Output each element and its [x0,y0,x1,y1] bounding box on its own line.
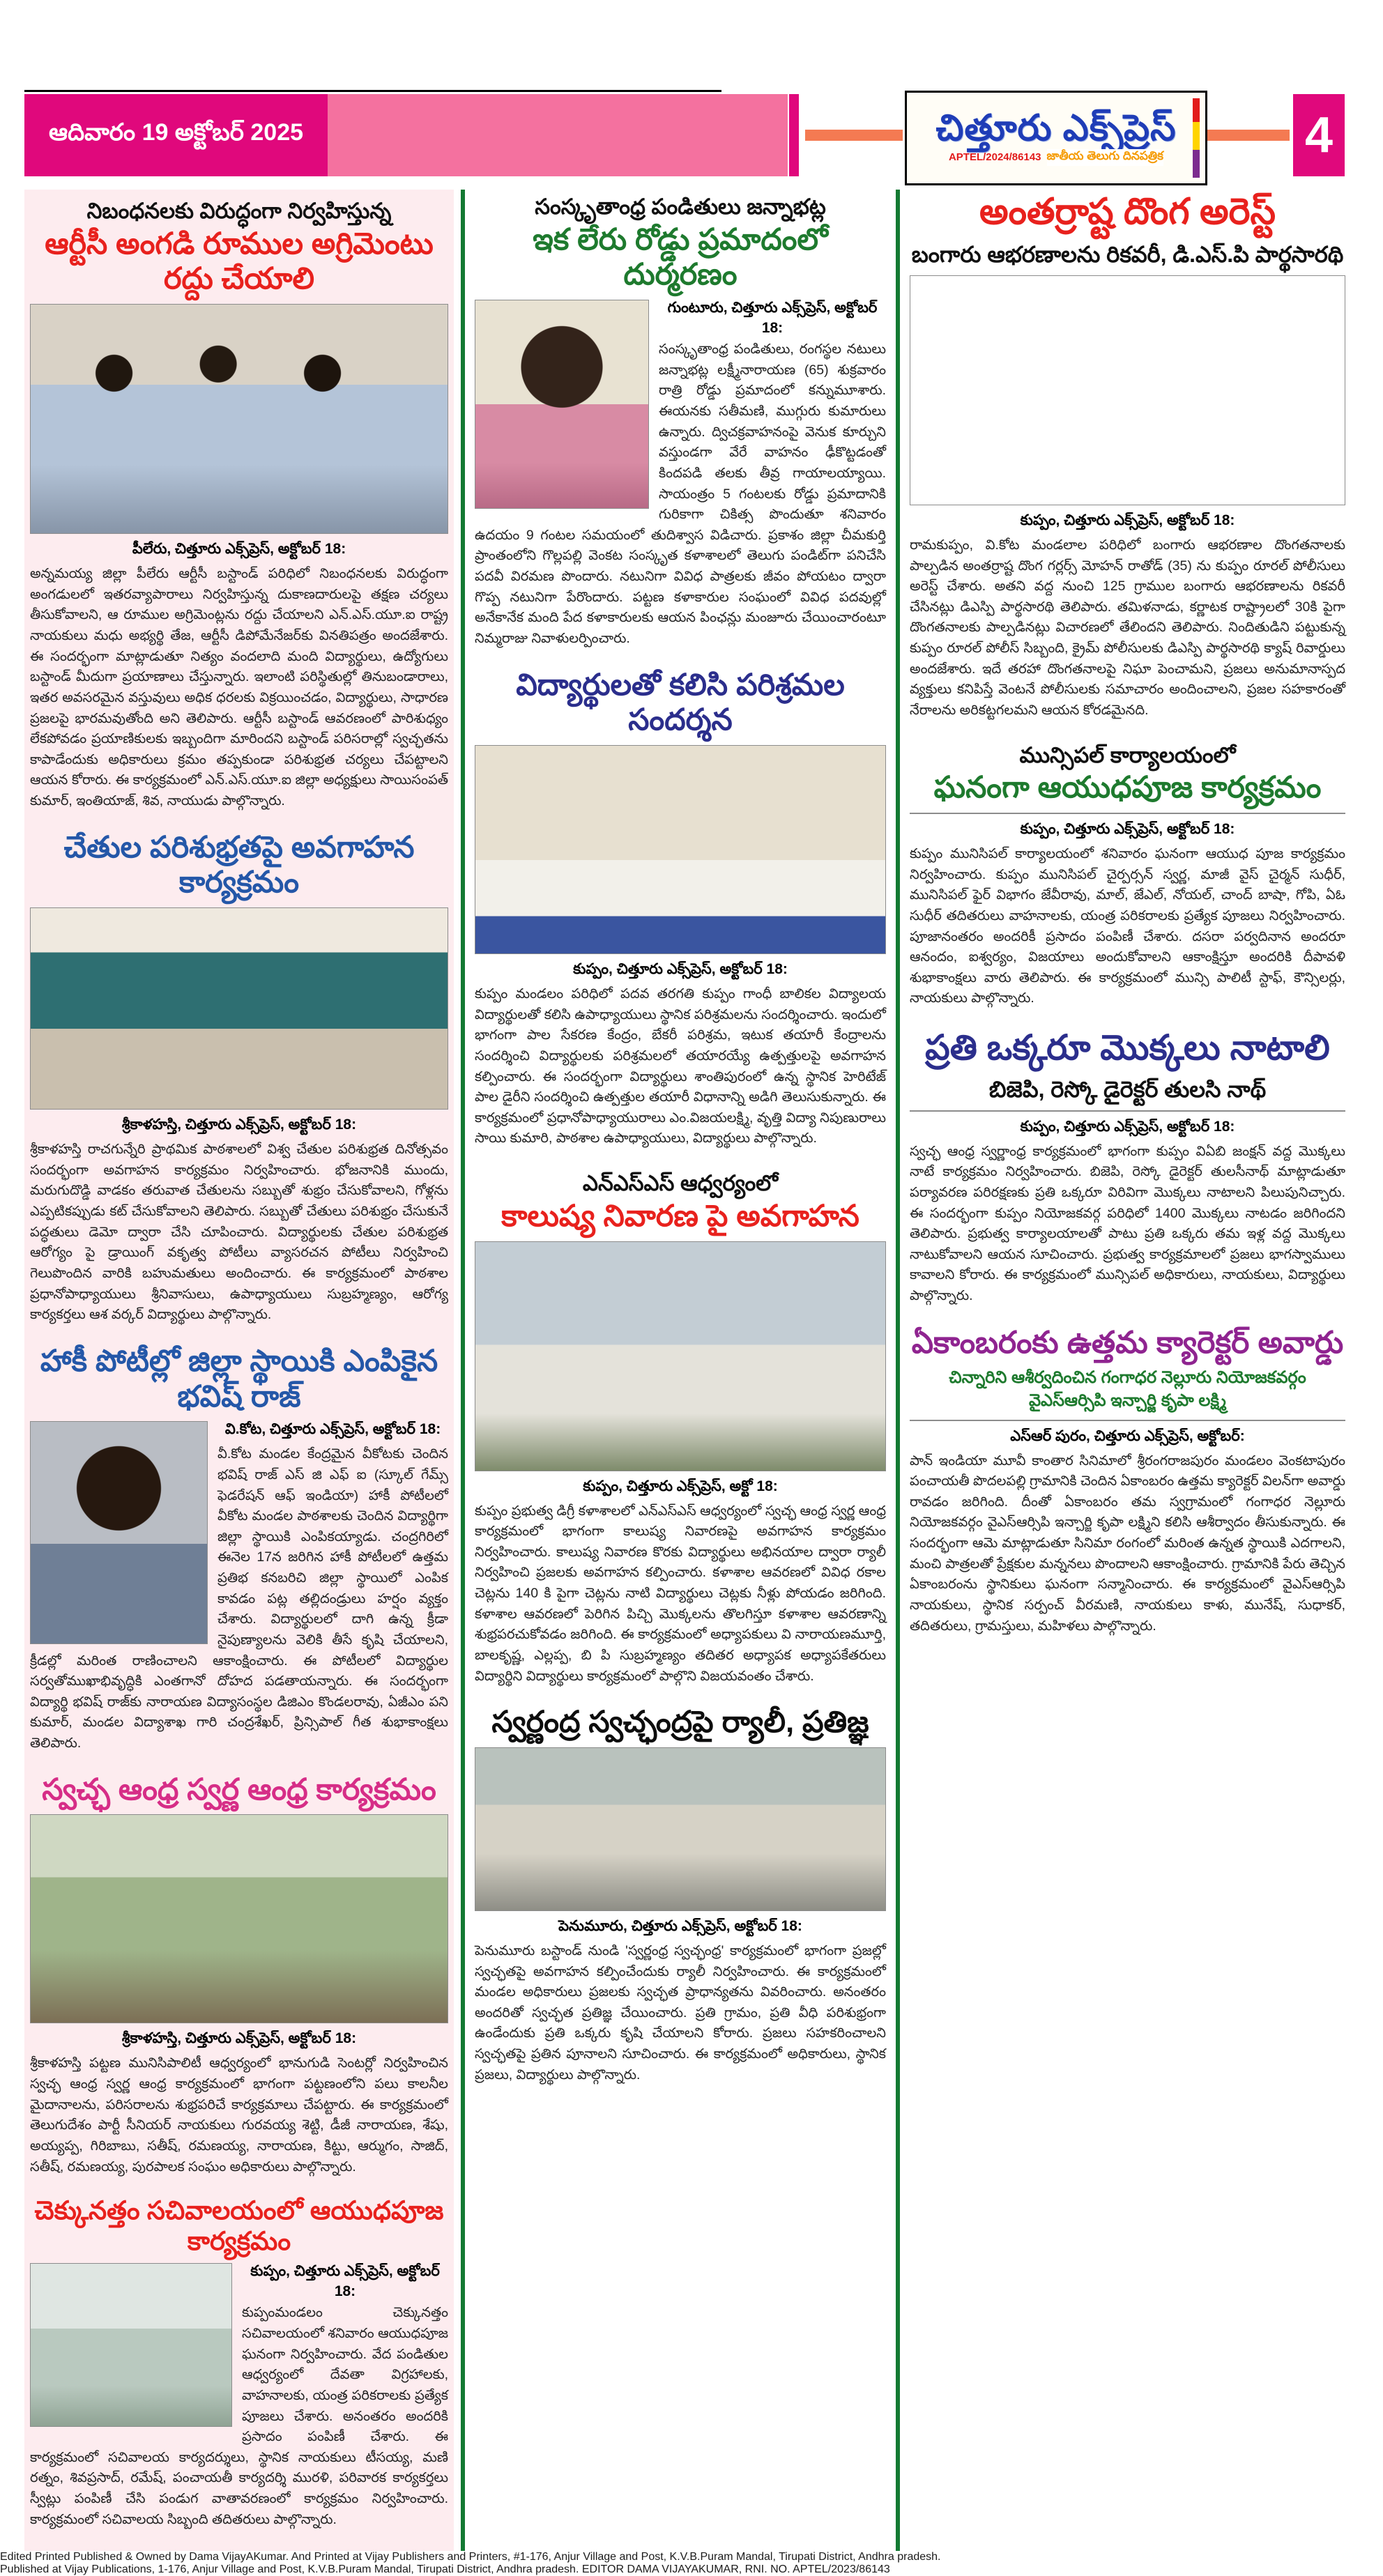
article-dateline: గుంటూరు, చిత్తూరు ఎక్స్‌ప్రెస్, అక్టోబర్ 18: [667,300,878,337]
masthead-color-stripes [1193,98,1200,178]
article-dateline: కుప్పం, చిత్తూరు ఎక్స్‌ప్రెస్, అక్టో 18: [583,1478,778,1494]
photo-rtc-protest [30,304,448,534]
article-headline: స్వర్ణంద్ర స్వచ్ఛంద్రపై ర్యాలీ, ప్రతిజ్ఞ [491,1705,869,1740]
article-body: స్వచ్ఛ ఆంధ్ర స్వర్ణాంధ్ర కార్యక్రమంలో భాగంగా కుప్పం విఏబి జంక్షన్ వద్ద మొక్కలు నాటే కార్యక్రమం నిర్వహించారు. బిజెపి, రెస్కో డైరెక్టర్ తులసీనాథ్ మాట్లాడుతూ పర్యావరణ పరిరక్షణకు ప్రతి ఒక్కరూ విరివిగా మొక్కలు నాటాలని పిలుపునిచ్చారు. ఈ సందర్భంగా కుప్పం నియోజకవర్గ పరిధిలో 1400 మొక్కలు నాటడం జరిగిందని తెలిపారు. ప్రభుత్వ కార్యాలయాలతో పాటు ప్రతి ఒక్కరు తమ ఇళ్ల వద్ద మొక్కలు నాటుకోవాలని ఆయన సూచించారు. ప్రభుత్వ కార్యక్రమాలలో ప్రజలు భాగస్వాములు కావాలని కోరారు. ఈ కార్యక్రమంలో మున్సిపల్ అధికారులు, నాయకులు, విద్యార్థులు పాల్గొన్నారు. [910,1143,1345,1304]
article-subhead: బిజెపి, రెస్కో డైరెక్టర్ తులసి నాథ్ [988,1077,1267,1103]
article-dateline: కుప్పం, చిత్తూరు ఎక్స్‌ప్రెస్, అక్టోబర్ 18: [1020,512,1235,528]
article-headline: హాకీ పోటీల్లో జిల్లా స్థాయికి ఎంపికైన భవిష్ రాజ్ [40,1344,438,1413]
photo-jannabhatla-portrait [475,300,649,509]
column-divider-left [461,190,465,2551]
article-dateline: కుప్పం, చిత్తూరు ఎక్స్‌ప్రెస్, అక్టోబర్ 18: [573,961,788,978]
article-body: పాన్ ఇండియా మూవీ కాంతార సినిమాలో శ్రీరంగరాజపురం మండలం వెంకటాపురం పంచాయతీ పొదలపల్లి గ్రామానికి చెందిన ఏకాంబరం ఉత్తమ క్యారెక్టర్ విలన్‌గా అవార్డు రావడం జరిగింది. దీంతో ఏకాంబరం తమ స్వగ్రామంలో గంగాధర నెల్లూరు నియోజకవర్గం వైఎస్ఆర్సిపి ఇన్చార్జి కృపా లక్ష్మిని కలిసి ఆశీర్వాదం తీసుకున్నారు. ఈ సందర్భంగా ఆమె మాట్లాడుతూ సినిమా రంగంలో మరింత ఉన్నత స్థాయికి ఎదగాలని, మంచి పాత్రలతో ప్రేక్షకుల మన్ననలు పొందాలని ఆకాంక్షించారు. గ్రామానికి పేరు తెచ్చిన ఏకాంబరంను స్థానికులు ఘనంగా సన్మానించారు. ఈ కార్యక్రమంలో వైఎస్ఆర్సిపి నాయకులు, స్థానిక సర్పంచ్ వీరమణి, నాయకులు కాళు, మునేష్, సుధాకర్, తదితరులు, గ్రామస్తులు, మహిళలు పాల్గొన్నారు. [910,1452,1345,1634]
article-jannabhatla-demise [475,190,886,654]
article-dateline: కుప్పం, చిత్తూరు ఎక్స్‌ప్రెస్, అక్టోబర్ 18: [1020,821,1235,838]
article-ayudha-pooja-sachivalayam [30,2194,448,2534]
article-hockey-bhavish [30,1342,448,1758]
page-header [0,0,1383,190]
article-municipal-ayudha-pooja [910,738,1345,1013]
article-swachh-andhra [30,1771,448,2182]
column-divider-right [896,190,900,2551]
article-ekambaram-award [910,1324,1345,1641]
photo-degree-college [475,1241,886,1471]
article-dateline: శ్రీకాళహస్తి, చిత్తూరు ఎక్స్‌ప్రెస్, అక్టోబర్ 18: [121,1117,357,1133]
content-columns [24,190,1363,2551]
article-body: సంస్కృతాంధ్ర పండితులు, రంగస్థల నటులు జన్నాభట్ల లక్ష్మీనారాయణ (65) శుక్రవారం రాత్రి రోడ్డు ప్రమాదంలో కన్నుమూశారు. ఈయనకు సతీమణి, ముగ్గురు కుమారులు ఉన్నారు. ద్విచక్రవాహనంపై వెనుక కూర్చుని వస్తుండగా వేరే వాహనం ఢీకొట్టడంతో కిందపడి తలకు తీవ్ర గాయాలయ్యాయి. సాయంత్రం 5 గంటలకు రోడ్డు ప్రమాదానికి గురికాగా చికిత్స పొందుతూ శనివారం ఉదయం 9 గంటల సమయంలో తుదిశ్వాస విడిచారు. ప్రకాశం జిల్లా చీమకుర్తి ప్రాంతంలోని గొల్లపల్లి వెంకట సంస్కృత కళాశాలలో తెలుగు పండిట్‌గా పనిచేసి పదవీ విరమణ పొందారు. నటునిగా వివిధ పాత్రలకు జీవం పోయటం ద్వారా గొప్ప నటునిగా పేరొందారు. పట్టణ కళాకారుల సంఘంలో వివిధ పదవుల్లో అనేకానేక మంది పేద కళాకారులకు ఆయన పింఛన్లు మంజూరు చేయించారంటూ నిమ్మరాజు నివాళులర్పించారు. [475,342,886,646]
article-kicker: సంస్కృతాంధ్ర పండితులు జన్నాభట్ల [535,194,826,219]
photo-bhavish-raj-portrait [30,1421,208,1644]
article-headline: అంతర్రాష్ట దొంగ అరెస్ట్ [979,192,1276,232]
article-headline: చేతుల పరిశుభ్రతపై అవగాహన కార్యక్రమం [63,830,415,900]
article-dateline: పీలేరు, చిత్తూరు ఎక్స్‌ప్రెస్, అక్టోబర్ 18: [132,541,346,558]
article-dateline: పెనుమూరు, చిత్తూరు ఎక్స్‌ప్రెస్, అక్టోబర్ 18: [558,1917,802,1934]
masthead [905,91,1207,185]
article-kicker: ఎన్ఎస్ఎస్ ఆధ్వర్యంలో [582,1171,779,1196]
article-rally-pledge [475,1703,886,2090]
photo-handwash-awareness [30,907,448,1110]
page-number: 4 [1304,107,1334,163]
article-headline: స్వచ్ఛ ఆంధ్ర స్వర్ణ ఆంధ్ర కార్యక్రమం [42,1772,436,1807]
article-interstate-thief-arrest [910,190,1345,726]
article-headline: చెక్కునత్తం సచివాలయంలో ఆయుధపూజ కార్యక్రమం [34,2196,444,2255]
article-body: పెనుమూరు బస్టాండ్ నుండి 'స్వర్ణంధ్ర స్వచ్ఛంధ్ర' కార్యక్రమంలో భాగంగా ప్రజల్లో స్వచ్ఛతపై అవగాహన కల్పించేందుకు ర్యాలీ నిర్వహించారు. ఈ కార్యక్రమంలో మండల అధికారులు ప్రజలకు స్వచ్ఛత ప్రాధాన్యతను వివరించారు. అనంతరం అందరితో స్వచ్ఛత ప్రతిజ్ఞ చేయించారు. ప్రతి గ్రామం, ప్రతి వీధి పరిశుభ్రంగా ఉండేందుకు ప్రతి ఒక్కరు కృషి చేయాలని కోరారు. ప్రజలు సహకరించాలని స్వచ్ఛతపై ప్రతిన పూనాలని సూచించారు. ఈ కార్యక్రమంలో అధికారులు, స్థానిక ప్రజలు, విద్యార్థులు పాల్గొన్నారు. [475,1942,886,2083]
photo-industry-visit [475,745,886,954]
photo-sapling-plantation [910,1110,1345,1112]
article-subhead: చిన్నారిని ఆశీర్వదించిన గంగాధర నెల్లూరు నియోజకవర్గం వైఎస్ఆర్సిపి ఇన్చార్జి కృపా లక్ష్మి [949,1367,1306,1410]
article-kicker: మున్సిపల్ కార్యాలయంలో [1019,742,1236,767]
article-headline: ప్రతి ఒక్కరూ మొక్కలు నాటాలి [925,1028,1330,1068]
article-headline: ఆర్టీసీ అంగడి రూముల అగ్రిమెంటు రద్దు చేయాలి [45,227,434,296]
article-body: శ్రీకాళహస్తి పట్టణ మునిసిపాలిటీ ఆధ్వర్యంలో భానుగుడి సెంటర్లో నిర్వహించిన స్వచ్ఛ ఆంధ్ర స్వర్ణ ఆంధ్ర కార్యక్రమంలో భాగంగా పట్టణంలోని పలు కాలనీల మైదానాలను, పరిసరాలను శుభ్రపరిచే కార్యక్రమాలు చేపట్టారు. ఈ కార్యక్రమంలో తెలుగుదేశం పార్టీ సీనియర్ నాయకులు గురవయ్య శెట్టి, డీజీ నారాయణ, శేషు, అయ్యప్ప, గిరిబాబు, సతీష్, రమణయ్య, నారాయణ, కిట్టు, ఆర్ముగం, సాజిద్, సతీష్, రమణయ్య, పురపాలక సంఘం అధికారులు పాల్గొన్నారు. [30,2055,448,2175]
article-headline: ఘనంగా ఆయుధపూజ కార్యక్రమం [933,771,1322,805]
page-number-box [1293,94,1345,176]
masthead-registration: APTEL/2024/86143 [948,151,1041,164]
photo-street-rally [475,1747,886,1911]
issue-date: ఆదివారం 19 అక్టోబర్ 2025 [48,118,304,146]
article-body: అన్నమయ్య జిల్లా పీలేరు ఆర్టీసీ బస్టాండ్ పరిధిలో నిబంధనలకు విరుద్ధంగా అంగడులలో ఇతరవ్యాపారాలు నిర్వహిస్తున్న దుకాణదారులపై తక్షణ చర్యలు తీసుకోవాలని, ఆ రూముల అగ్రిమెంట్లను రద్దు చేయాలని ఎన్.ఎస్.యూ.ఐ రాష్ట్ర నాయకులు మధు అభ్యర్థి తేజ, ఆర్టీసీ డిపోమేనేజర్‌కు వినతిపత్రం అందజేశారు. ఈ సందర్భంగా మాట్లాడుతూ నిత్యం వందలాది మంది విద్యార్థులు, ఉద్యోగులు బస్టాండ్ మీదుగా ప్రయాణాలు చేస్తున్నారు. ఇలాంటి పరిస్థితుల్లో తినుబండారాలు, ఇతర అవసరమైన వస్తువులు అధిక ధరలకు విక్రయించడం, విద్యార్థులు, సాధారణ ప్రజలపై భారమవుతోంది అని తెలిపారు. ఆర్టీసీ బస్టాండ్ ఆవరణంలో పారిశుధ్యం లేకపోవడం ప్రయాణికులకు ఇబ్బందిగా మారిందని బస్టాండ్ పరిసరాల్లో స్వచ్ఛతను కాపాడేందుకు అధికారులు క్రమం తప్పకుండా పరిశుభ్రత చర్యలు చేపట్టాలని ఆయన కోరారు. ఈ కార్యక్రమంలో ఎన్.ఎస్.యూ.ఐ జిల్లా అధ్యక్షులు సాయిసంపత్ కుమార్, ఇంతియాజ్, శివ, నాయుడు పాల్గొన్నారు. [30,566,448,809]
article-dateline: కుప్పం, చిత్తూరు ఎక్స్‌ప్రెస్, అక్టోబర్ 18: [1020,1118,1235,1135]
article-body: కుప్పం మునిసిపల్ కార్యాలయంలో శనివారం ఘనంగా ఆయుధ పూజ కార్యక్రమం నిర్వహించారు. కుప్పం మునిసిపల్ చైర్పర్సన్ స్వర్ణ, మాజీ వైస్ చైర్మన్ సుధీర్, మునిసిపల్ ఫైర్ విభాగం జేవీరావు, మాల్, జేఎల్, నోయల్, చాంద్ బాషా, గోపి, ఏఓ సుధీర్ తదితరులు వాహనాలకు, యంత్ర పరికరాలకు ప్రత్యేక పూజలు నిర్వహించారు. పూజానంతరం అందరికీ ప్రసాదం పంపిణీ చేశారు. దసరా పర్వదినాన అందరూ ఆనందం, ఐశ్వర్యం, విజయాలు అందుకోవాలని ఆకాంక్షిస్తూ అందరికి దీపావళి శుభాకాంక్షలు వారు తెలిపారు. ఈ కార్యక్రమంలో మున్సి పాలిటీ స్టాఫ్, కౌన్సిలర్లు, నాయకులు పాల్గొన్నారు. [910,846,1345,1006]
header-pink-band [328,94,788,176]
photo-sachivalayam-pooja [30,2263,232,2427]
article-pollution-awareness [475,1166,886,1691]
photo-swachh-programme [30,1814,448,2023]
article-body: కుప్పంమండలం చెక్కునత్తం సచివాలయంలో శనివారం ఆయుధపూజ ఘనంగా నిర్వహించారు. వేద పండితుల ఆధ్వర్యంలో దేవతా విగ్రహాలకు, వాహనాలకు, యంత్ర పరికరాలకు ప్రత్యేక పూజలు చేశారు. అనంతరం అందరికి ప్రసాదం పంపిణీ చేశారు. ఈ కార్యక్రమంలో సచివాలయ కార్యదర్శులు, స్థానిక నాయకులు టీసయ్య, మణి రత్నం, శివప్రసాద్, రమేష్, పంచాయతీ కార్యదర్శి మురళి, పరివారక కార్యకర్తలు స్వీట్లు పంపిణీ చేసి పండుగ వాతావరణంలో కార్యక్రమం నిర్వహించారు. కార్యక్రమంలో సచివాలయ సిబ్బంది తదితరులు పాల్గొన్నారు. [30,2305,448,2527]
article-kicker: నిబంధనలకు విరుద్ధంగా నిర్వహిస్తున్న [86,199,392,223]
article-dateline: కుప్పం, చిత్తూరు ఎక్స్‌ప్రెస్, అక్టోబర్ 18: [250,2263,440,2300]
article-rtc-agreement [30,194,448,816]
article-headline: ఇక లేరు రోడ్డు ప్రమాదంలో దుర్మరణం [533,222,828,292]
middle-column [472,190,889,2551]
left-column [24,190,454,2551]
article-body: శ్రీకాళహస్తి రాచగున్నేరి ప్రాథమిక పాఠశాలలో విశ్వ చేతుల పరిశుభ్రత దినోత్సవం సందర్భంగా అవగాహన కార్యక్రమం నిర్వహించారు. భోజనానికి ముందు, మరుగుదొడ్డి వాడకం తరువాత చేతులను సబ్బుతో శుభ్రం చేసుకోవాలని, గోళ్లను ఎప్పటికప్పుడు కట్ చేసుకోవాలని తెలిపారు. సబ్బుతో చేతులు పరిశుభ్రం చేసుకునే పద్ధతులు డెమో ద్వారా చేసి చూపించారు. విద్యార్థులకు చేతుల పరిశుభ్రత ఆరోగ్యం పై డ్రాయింగ్ వకృత్వ పోటీలు వ్యాసరచన పోటీలు నిర్వహించి గెలుపొందిన వారికి బహుమతులు అందించారు. ఈ కార్యక్రమంలో పాఠశాల ప్రధానోపాధ్యాయులు శ్రీనివాసులు, ఉపాధ్యాయులు సుబ్రహ్మణ్యం, ఆరోగ్య కార్యకర్తలు ఆశ వర్కర్ విద్యార్థులు పాల్గొన్నారు. [30,1142,448,1323]
connector-dash-left [805,130,903,141]
connector-dash-right [1207,130,1290,141]
article-body: వీ.కోట మండల కేంద్రమైన వీకోటకు చెందిన భవిష్ రాజ్ ఎస్ జి ఎఫ్ ఐ (స్కూల్ గేమ్స్ ఫెడరేషన్ ఆఫ్ ఇండియా) హాకీ పోటీలలో వీకోట మండల పాఠశాలకు చెందిన విద్యార్థిగా జిల్లా స్థాయికి ఎంపికయ్యాడు. చంద్రగిరిలో ఈనెల 17న జరిగిన హాకీ పోటీలలో ఉత్తమ ప్రతిభ కనబరిచి జిల్లా స్థాయిలో ఎంపిక కావడం పట్ల తల్లిదండ్రులు హర్షం వ్యక్తం చేశారు. విద్యార్థులలో దాగి ఉన్న క్రీడా నైపుణ్యాలను వెలికి తీసే కృషి చేయాలని, క్రీడల్లో మరింత రాణించాలని ఆకాంక్షించారు. ఈ పోటీలలో విద్యార్థుల సర్వతోముఖాభివృద్ధికి ఎంతగానో దోహద పడతాయన్నారు. ఈ సందర్భంగా విద్యార్థి భవిష్ రాజ్‌కు నారాయణ విద్యాసంస్థల డిజిఎం కొండలరావు, ఏజీఎం పని కుమార్, మండల విద్యాశాఖ గారి చంద్రశేఖర్, ప్రిన్సిపాల్ గీత శుభాకాంక్షలు తెలిపారు. [30,1446,448,1751]
imprint-line-1: Edited Printed Published & Owned by Dama VijayAKumar. And Printed at Vijay Publishers and Printers, #1-176, Anjur Village and Post, K.V.B.Puram Mandal, Tirupati District, Andhra pradesh. [0,2551,941,2563]
photo-municipal-pooja [910,813,1345,814]
article-body: రామకుప్పం, వి.కోట మండలాల పరిధిలో బంగారు ఆభరణాల దొంగతనాలకు పాల్పడిన అంతర్రాష్ట దొంగ గర్లర్స్ మోహన్ రాతోడ్ (35) ను కుప్పం రూరల్ పోలీసులు అరెస్ట్ చేశారు. అతని వద్ద నుంచి 125 గ్రాముల బంగారు ఆభరణాలను రికవరీ చేసినట్లు డిఎస్పి పార్థసారథి తెలిపారు. తమిళనాడు, కర్ణాటక రాష్ట్రాలలో 30కి పైగా దొంగతనాలకు పాల్పడినట్లు విచారణలో తేలిందని తెలిపారు. నిందితుడిని పట్టుకున్న కుప్పం రూరల్ పోలీస్ సిబ్బంది, క్రైమ్ పోలీసులకు డిఎస్పి పార్థసారథి క్యాష్ రివార్డులు అందజేశారు. ఇదే తరహా దొంగతనాలపై నిఘా పెంచామని, ప్రజలు అనుమానాస్పద వ్యక్తులు కనిపిస్తే వెంటనే పోలీసులకు సమాచారం అందించాలని, ప్రజల సహకారంతో నేరాలను అరికట్టగలమని ఆయన కోరడమైనది. [910,537,1345,718]
photo-police-recovery [910,275,1345,505]
photo-award-felicitation [910,1420,1345,1421]
article-dateline: ఎస్ఆర్ పురం, చిత్తూరు ఎక్స్‌ప్రెస్, అక్టోబర్: [1010,1427,1245,1444]
article-subhead: బంగారు ఆభరణాలను రికవరీ, డి.ఎస్.పి పార్థసారథి [911,242,1344,268]
article-body: కుప్పం మండలం పరిధిలో పదవ తరగతి కుప్పం గాంధీ బాలికల విద్యాలయ విద్యార్థులతో కలిసి ఉపాధ్యాయులు స్థానిక పరిశ్రమలను సందర్శించారు. ఇందులో భాగంగా పాల సేకరణ కేంద్రం, బేకరీ పరిశ్రమ, ఇటుక తయారీ కేంద్రాలను సందర్శించి విద్యార్థులకు పరిశ్రమలలో తయారయ్యే ఉత్పత్తులపై అవగాహన కల్పించారు. ఈ సందర్భంగా విద్యార్థులు శాంతిపురంలో ఉన్న స్థానిక హెరిటేజ్ పాల డైరీని సందర్శించి ఉత్పత్తుల తయారీ విధానాన్ని అడిగి తెలుసుకున్నారు. ఈ కార్యక్రమంలో ప్రధానోపాధ్యాయురాలు ఎం.విజయలక్ష్మి, వృత్తి విద్యా నిపుణురాలు సాయి కుమారి, పాఠశాల ఉపాధ్యాయులు, విద్యార్థులు పాల్గొన్నారు. [475,986,886,1147]
imprint-line-2: Published at Vijay Publications, 1-176, Anjur Village and Post, K.V.B.Puram Mandal, Tirupati District, Andhra pradesh. EDITOR DAMA VIJAYAKUMAR, RNI. NO. APTEL/2023/86143 [0,2563,890,2576]
masthead-title: చిత్తూరు ఎక్స్‌ప్రెస్ [935,108,1177,149]
article-body: కుప్పం ప్రభుత్వ డిగ్రీ కళాశాలలో ఎన్ఎస్ఎస్ ఆధ్వర్యంలో స్వచ్ఛ ఆంధ్ర స్వర్ణ ఆంధ్ర కార్యక్రమంలో భాగంగా కాలుష్య నివారణపై అవగాహన కార్యక్రమం నిర్వహించారు. కాలుష్య నివారణ కొరకు విద్యార్థులు అభినయాల ద్వారా ర్యాలీ నిర్వహించి ప్రజలకు అవగాహన కల్పించారు. కళాశాల ఆవరణలో వివిధ రకాల చెట్లను 140 కి పైగా చెట్లను నాటి విద్యార్థులు చెట్లకు నీళ్లు పోయడం జరిగింది. కళాశాల ఆవరణలో పెరిగిన పిచ్చి మొక్కలను తొలగిస్తూ కళాశాల ఆవరణాన్ని శుభ్రపరచుకోవడం జరిగింది. ఈ కార్యక్రమంలో అధ్యాపకులు వి నారాయణమూర్తి, బాలకృష్ణ, ఎల్లప్ప, బి పి సుబ్రహ్మణ్యం తదితర అధ్యాపక అధ్యాపకేతరులు విద్యార్థిని విద్యార్థులు కార్యక్రమంలో పాల్గొని విజయవంతం చేశారు. [475,1503,886,1684]
page-footer [0,2551,1383,2576]
article-headline: విద్యార్థులతో కలిసి పరిశ్రమల సందర్శన [516,668,845,737]
article-headline: ఏకాంబరంకు ఉత్తమ క్యారెక్టర్ అవార్డు [911,1325,1344,1360]
article-dateline: శ్రీకాళహస్తి, చిత్తూరు ఎక్స్‌ప్రెస్, అక్టోబర్ 18: [121,2030,357,2047]
masthead-tagline: జాతీయ తెలుగు దినపత్రిక [1047,149,1164,166]
top-rule [24,90,721,92]
date-box [24,94,328,176]
article-dateline: వి.కోట, చిత్తూరు ఎక్స్‌ప్రెస్, అక్టోబర్ 18: [224,1421,441,1438]
article-hand-hygiene [30,829,448,1330]
article-headline: కాలుష్య నివారణ పై అవగాహన [501,1199,859,1233]
article-plant-saplings [910,1026,1345,1311]
right-column [907,190,1348,2551]
article-industry-visit [475,666,886,1153]
